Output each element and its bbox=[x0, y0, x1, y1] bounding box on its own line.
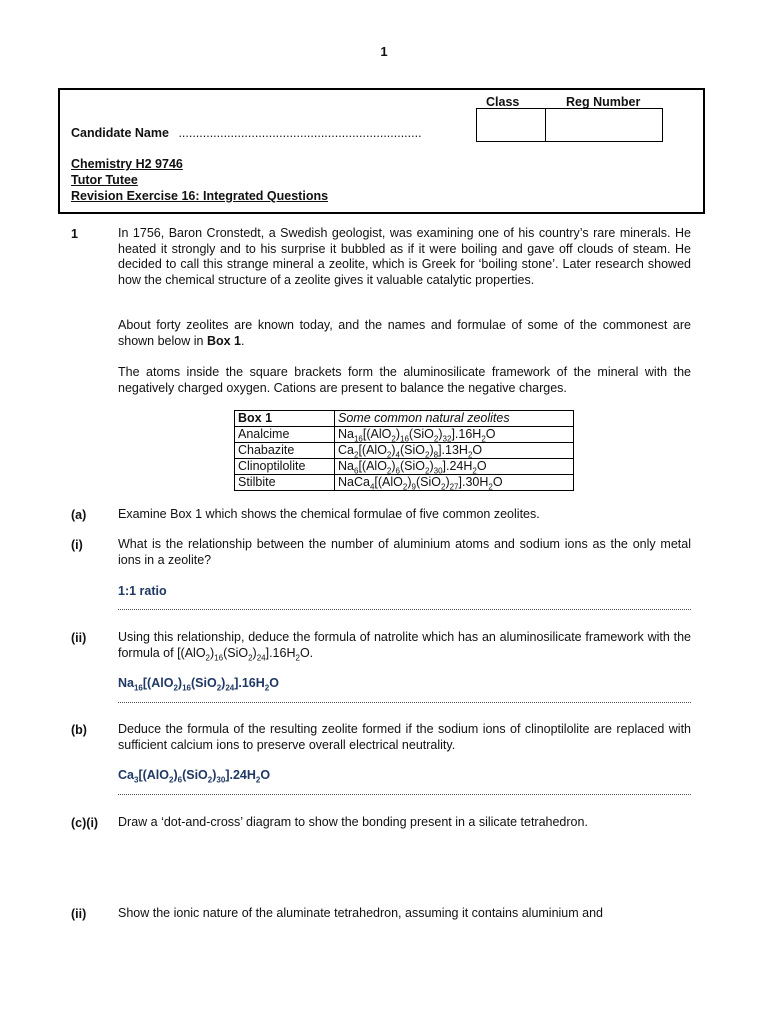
box-reference: Box 1 bbox=[206, 333, 241, 348]
zeolite-name: Clinoptilolite bbox=[235, 459, 335, 475]
part-ii-text-main: Using this relationship, deduce the formula of natrolite which has an aluminosilicate framework with the formula of bbox=[118, 630, 691, 660]
course-title: Chemistry H2 9746 bbox=[71, 157, 183, 171]
answer-ii: $Na_{16}[(AlO_2)_{16}(SiO_2)_{24}].16H_2O$ bbox=[118, 676, 279, 693]
part-ii-label: (ii) bbox=[71, 631, 87, 645]
table-header-row bbox=[235, 411, 574, 427]
part-cii-text: Show the ionic nature of the aluminate tetrahedron, assuming it contains aluminium and bbox=[118, 906, 604, 920]
part-b-text: Deduce the formula of the resulting zeolite formed if the sodium ions of clinoptilolite are replaced with sufficient calcium ions to preserve overall electrical neutrality. bbox=[118, 722, 691, 752]
page-number: 1 bbox=[380, 44, 388, 59]
zeolite-table bbox=[234, 410, 574, 491]
part-ci-text: Draw a ‘dot-and-cross’ diagram to show the bonding present in a silicate tetrahedron. bbox=[118, 815, 588, 829]
zeolite-formula: $Na_6[(AlO_2)_6(SiO_2)_{30}].24H_2O$ bbox=[335, 459, 574, 475]
reg-number-label: Reg Number bbox=[566, 95, 641, 109]
candidate-header-box bbox=[58, 88, 705, 214]
zeolite-formula: $Na_{16}[(AlO_2)_{16}(SiO_2)_{32}].16H_2O$ bbox=[335, 427, 574, 443]
table-title: Box 1 bbox=[235, 411, 335, 427]
part-i-label: (i) bbox=[71, 538, 83, 552]
candidate-name-label: Candidate Name bbox=[71, 126, 169, 140]
class-field[interactable] bbox=[476, 108, 546, 142]
zeolite-name: Analcime bbox=[235, 427, 335, 443]
candidate-name-dots[interactable]: ...................................................................... bbox=[178, 126, 422, 140]
intro-paragraph-2: About forty zeolites are known today, and the names and formulae of some of the commonest are shown below in Box 1. bbox=[118, 318, 691, 348]
answer-line[interactable] bbox=[118, 609, 691, 610]
zeolite-name: Chabazite bbox=[235, 443, 335, 459]
exercise-title: Revision Exercise 16: Integrated Questions bbox=[71, 189, 329, 203]
table-caption: Some common natural zeolites bbox=[335, 411, 574, 427]
table-row bbox=[235, 427, 574, 443]
intro-paragraph-2-text: About forty zeolites are known today, and the names and formulae of some of the commonest are shown below in bbox=[118, 318, 691, 348]
exercise-title-block bbox=[71, 156, 328, 204]
part-cii-label: (ii) bbox=[71, 907, 87, 921]
zeolite-formula: $Ca_2[(AlO_2)_4(SiO_2)_8].13H_2O$ bbox=[335, 443, 574, 459]
tutor-group: Tutor Tutee bbox=[71, 173, 138, 187]
part-a-label: (a) bbox=[71, 508, 87, 522]
candidate-name-line bbox=[71, 126, 422, 140]
zeolite-name: Stilbite bbox=[235, 475, 335, 491]
table-row bbox=[235, 443, 574, 459]
answer-line[interactable] bbox=[118, 702, 691, 703]
answer-b: $Ca_3[(AlO_2)_6(SiO_2)_{30}].24H_2O$ bbox=[118, 768, 271, 785]
intro-paragraph-3: The atoms inside the square brackets form the aluminosilicate framework of the mineral with the negatively charged oxygen. Cations are present to balance the negative charges. bbox=[118, 365, 691, 395]
reg-number-field[interactable] bbox=[545, 108, 663, 142]
answer-i: 1:1 ratio bbox=[118, 584, 167, 598]
table-row bbox=[235, 459, 574, 475]
part-ii-text: Using this relationship, deduce the formula of natrolite which has an aluminosilicate framework with the formula of $[(AlO_2)_{16}(SiO_2)_{24}].16H_2O$. bbox=[118, 630, 691, 663]
class-label: Class bbox=[486, 95, 520, 109]
part-a-text: Examine Box 1 which shows the chemical formulae of five common zeolites. bbox=[118, 507, 540, 521]
intro-paragraph-1: In 1756, Baron Cronstedt, a Swedish geologist, was examining one of his country’s rare minerals. He heated it strongly and to his surprise it bubbled as if it were boiling and gave off clouds of steam. He decided to call this strange mineral a zeolite, which is Greek for ‘boiling stone’. Later research showed how the chemical structure of a zeolite gives it valuable catalytic properties. bbox=[118, 226, 691, 287]
table-row bbox=[235, 475, 574, 491]
answer-line[interactable] bbox=[118, 794, 691, 795]
part-ci-label: (c)(i) bbox=[71, 816, 99, 830]
part-b-label: (b) bbox=[71, 723, 87, 737]
zeolite-formula: $NaCa_4[(AlO_2)_9(SiO_2)_{27}].30H_2O$ bbox=[335, 475, 574, 491]
question-number: 1 bbox=[71, 227, 78, 241]
part-i-text: What is the relationship between the number of aluminium atoms and sodium ions as the only metal ions in a zeolite? bbox=[118, 537, 691, 567]
